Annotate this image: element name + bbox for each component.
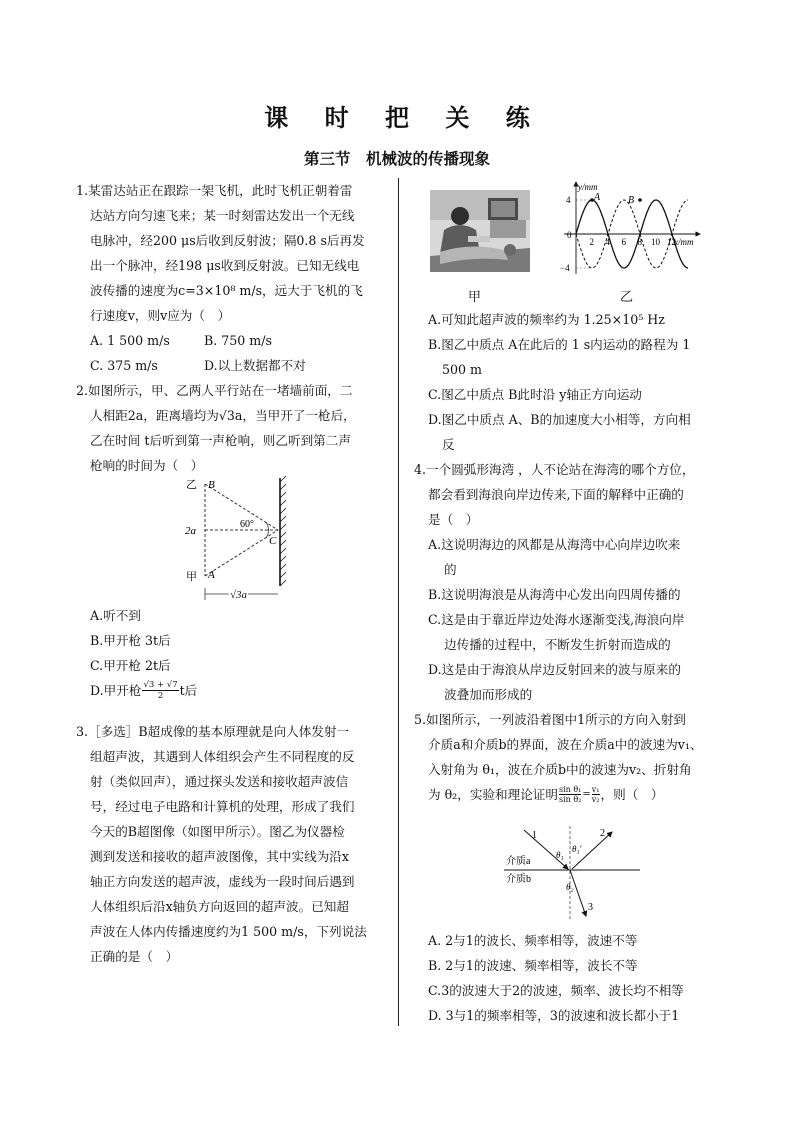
q1-options-cd — [76, 353, 394, 378]
q5-label-theta1: θ₁ — [556, 850, 564, 860]
q3-line: 组超声波，其遇到人体组织会产生不同程度的反 — [90, 749, 355, 764]
q3-x-tick: 4 — [605, 237, 610, 247]
q5-line: 入射角为 θ₁，波在介质b中的波速为v₂、折射角 — [428, 762, 692, 777]
q4-option-c: C.这是由于靠近岸边处海水逐渐变浅,海浪向岸 — [428, 612, 685, 627]
q3-chart-caption: 乙 — [620, 290, 634, 305]
q3-y-tick: −4 — [560, 263, 570, 273]
q2-option-d-prefix: D.甲开枪 — [90, 683, 142, 698]
section-title: 第三节 机械波的传播现象 — [303, 149, 490, 168]
q1-option-d: D.以上数据都不对 — [204, 358, 306, 373]
q5-fraction-sin — [559, 785, 581, 804]
q3-option-b-cont: 500 m — [442, 362, 482, 377]
q1-options-ab — [76, 328, 394, 353]
q4-option-b: B.这说明海浪是从海湾中心发出向四周传播的 — [428, 587, 681, 602]
q4-option-d-cont: 波叠加而形成的 — [444, 687, 533, 702]
q3-ultrasound-photo — [430, 190, 530, 272]
q5-label-ray3: 3 — [588, 902, 593, 913]
q3-line: 号，经过电子电路和计算机的处理，形成了我们 — [90, 799, 355, 814]
q5-fraction-v-den: v₂ — [591, 795, 600, 804]
q1-line: 波传播的速度为c=3×10⁸ m/s，远大于飞机的飞 — [90, 283, 363, 298]
q5-refraction-diagram — [500, 824, 650, 924]
q3-line: 声波在人体内传播速度约为1 500 m/s，下列说法 — [90, 924, 367, 939]
q3-photo-caption: 甲 — [468, 290, 482, 305]
q3-label-b: B — [628, 195, 635, 206]
q5-label-ray2: 2 — [600, 828, 605, 839]
q5-formula-suffix: ，则（ ） — [600, 787, 664, 802]
q2-option-b: B.甲开枪 3t后 — [90, 633, 171, 648]
q2-label-angle: 60° — [240, 519, 254, 530]
q2-fraction-numerator: √3 + √7 — [143, 680, 178, 690]
q1-line: 电脉冲，经200 μs后收到反射波；隔0.8 s后再发 — [90, 233, 365, 248]
q5-label-ray1: 1 — [532, 830, 537, 841]
question-1 — [76, 178, 394, 378]
q1-line: 达站方向匀速飞来；某一时刻雷达发出一个无线 — [90, 208, 355, 223]
q4-option-c-cont: 边传播的过程中，不断发生折射而造成的 — [444, 637, 671, 652]
q4-option-a-cont: 的 — [444, 562, 457, 577]
q2-line: 乙在时间 t后听到第一声枪响，则乙听到第二声 — [90, 433, 351, 448]
q2-option-d — [90, 678, 390, 703]
q1-line: 1.某雷达站正在跟踪一架飞机，此时飞机正朝着雷 — [76, 183, 353, 198]
q2-diagram — [180, 474, 300, 606]
q2-label-2a: 2a — [185, 525, 196, 537]
q2-line: 2.如图所示，甲、乙两人平行站在一堵墙前面，二 — [76, 383, 353, 398]
q1-line: 出一个脉冲，经198 μs收到反射波。已知无线电 — [90, 258, 360, 273]
q2-option-c: C.甲开枪 2t后 — [90, 658, 171, 673]
q5-label-medium-b: 介质b — [506, 874, 531, 885]
q1-option-b: B. 750 m/s — [204, 333, 272, 348]
q5-line: 介质a和介质b的界面，波在介质a中的波速为v₁、 — [428, 737, 703, 752]
q3-label-a: A — [594, 192, 601, 203]
q5-options — [428, 928, 738, 1028]
q2-wall-hatch — [280, 476, 286, 586]
q3-x-tick: 8 — [637, 237, 642, 247]
q3-option-d: D.图乙中质点 A、B的加速度大小相等，方向相 — [428, 412, 691, 427]
q2-options — [90, 603, 390, 703]
q2-option-d-fraction — [142, 680, 178, 701]
q3-line: 正确的是（ ） — [90, 949, 179, 964]
q3-x-tick: 12 — [667, 237, 676, 247]
question-3 — [76, 719, 394, 969]
q4-line: 是（ ） — [428, 512, 479, 527]
q3-x-tick: 2 — [589, 237, 594, 247]
q5-option-c: C.3的波速大于2的波速，频率、波长均不相等 — [428, 983, 684, 998]
q3-y-tick: 4 — [566, 195, 571, 205]
q5-label-theta2: θ₂ — [566, 882, 574, 892]
q2-label-dist: √3a — [230, 589, 248, 601]
q2-label-yi: 乙 — [186, 479, 197, 491]
q2-label-jia: 甲 — [186, 571, 197, 583]
q3-x-tick: 6 — [621, 237, 626, 247]
q3-line: 射（类似回声），通过探头发送和接收超声波信 — [90, 774, 349, 789]
q3-point-b — [638, 198, 642, 202]
column-divider — [398, 178, 399, 1026]
q3-options — [428, 307, 728, 457]
q2-line: 枪响的时间为（ ） — [90, 458, 204, 473]
q5-label-medium-a: 介质a — [506, 856, 531, 867]
q5-option-a: A. 2与1的波长、频率相等，波速不等 — [428, 933, 638, 948]
q2-label-b: B — [208, 479, 215, 491]
q5-ray-3 — [570, 870, 586, 916]
q3-x-tick: 10 — [651, 237, 660, 247]
q3-line: 测到发送和接收的超声波图像，其中实线为沿x — [90, 849, 349, 864]
q5-fraction-sin-num: sin θ₁ — [558, 785, 582, 794]
q3-option-a: A.可知此超声波的频率约为 1.25×10⁵ Hz — [428, 312, 665, 327]
q3-wave-chart — [556, 178, 706, 280]
q3-y-label: y/mm — [578, 182, 598, 192]
q5-formula-prefix: 为 θ₂，实验和理论证明 — [428, 787, 558, 802]
q2-label-c: C — [269, 535, 277, 547]
q3-line: 3.［多选］B超成像的基本原理就是向人体发射一 — [76, 724, 350, 739]
q3-line: 轴正方向发送的超声波，虚线为一段时间后遇到 — [90, 874, 355, 889]
q2-fraction-denominator: 2 — [157, 691, 164, 701]
q4-line: 4.一个圆弧形海湾 ，人不论站在海湾的哪个方位， — [414, 462, 695, 477]
q3-y-tick: 0 — [567, 230, 572, 240]
q5-fraction-sin-den: sin θ₂ — [558, 795, 582, 804]
q4-line: 都会看到海浪向岸边传来,下面的解释中正确的 — [428, 487, 684, 502]
question-5 — [414, 707, 744, 807]
q1-option-a: A. 1 500 m/s — [90, 333, 170, 348]
q5-line-formula: 为 θ₂，实验和理论证明 $\frac{\text{sin θ₁}}{\text{sin θ₂}}$ = $\frac{\text{v₁}}{\text{v₂}}$ ，则（ ） — [414, 782, 744, 807]
q5-option-d: D. 3与1的频率相等，3的波速和波长都小于1 — [428, 1008, 680, 1023]
q5-fraction-v — [592, 785, 600, 804]
q4-option-a: A.这说明海边的风都是从海湾中心向岸边吹来 — [428, 537, 681, 552]
q3-option-b: B.图乙中质点 A在此后的 1 s内运动的路程为 1 — [428, 337, 691, 352]
q2-line: 人相距2a，距离墙均为√3a，当甲开了一枪后， — [90, 408, 356, 423]
q5-label-theta1p: θ₁′ — [572, 844, 582, 854]
q4-option-d: D.这是由于海浪从岸边反射回来的波与原来的 — [428, 662, 681, 677]
question-4 — [414, 457, 744, 707]
q5-fraction-v-num: v₁ — [591, 785, 600, 794]
q1-option-c: C. 375 m/s — [90, 358, 158, 373]
q3-option-c: C.图乙中质点 B此时沿 y轴正方向运动 — [428, 387, 642, 402]
page-title: 课 时 把 关 练 — [264, 103, 544, 132]
q5-option-b: B. 2与1的波速、频率相等，波长不等 — [428, 958, 638, 973]
q2-label-a: A — [208, 569, 215, 581]
q3-line: 今天的B超图像（如图甲所示）。图乙为仪器检 — [90, 824, 345, 839]
q3-option-d-cont: 反 — [442, 437, 455, 452]
q1-line: 行速度v，则v应为（ ） — [90, 308, 231, 323]
q3-x-label: x/mm — [674, 237, 694, 247]
q2-option-a: A.听不到 — [90, 608, 141, 623]
q5-line: 5.如图所示，一列波沿着图中1所示的方向入射到 — [414, 712, 686, 727]
q3-line: 人体组织后沿x轴负方向返回的超声波。已知超 — [90, 899, 349, 914]
question-2 — [76, 378, 394, 478]
q2-option-d-suffix: t后 — [179, 683, 198, 698]
